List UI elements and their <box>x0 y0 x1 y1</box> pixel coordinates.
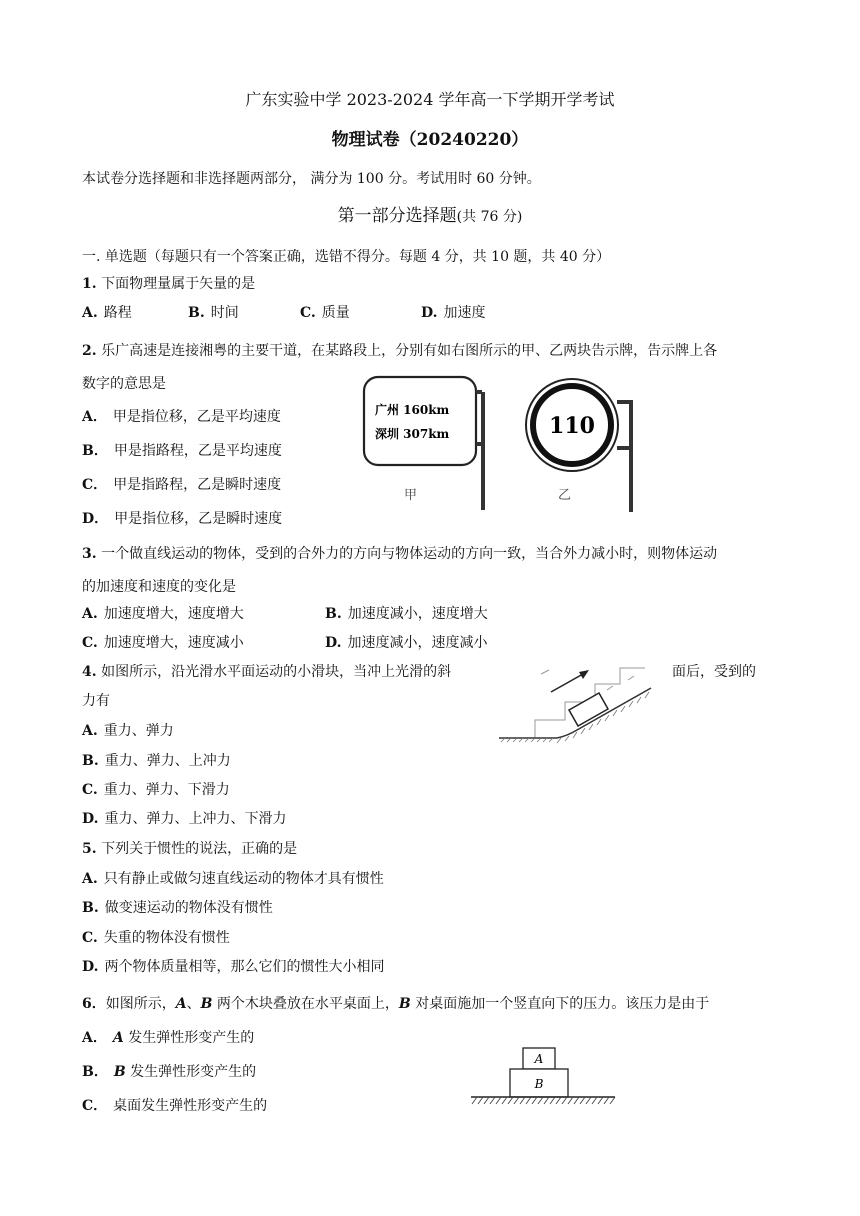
velocity-arrow <box>551 670 589 692</box>
option-2d[interactable] <box>82 510 282 528</box>
option-text: 只有静止或做匀速直线运动的物体才具有惯性 <box>103 871 384 887</box>
option-4d[interactable] <box>82 810 287 828</box>
option-2c[interactable] <box>82 476 281 494</box>
question-text-end: 对桌面施加一个竖直向下的压力。该压力是由于 <box>410 996 710 1012</box>
option-letter: B. <box>82 900 99 916</box>
option-letter: C. <box>300 305 316 321</box>
option-text: 发生弹性形变产生的 <box>125 1064 257 1080</box>
option-text: 两个物体质量相等，那么它们的惯性大小相同 <box>104 959 385 975</box>
hatch-mark <box>580 1097 585 1104</box>
option-4a[interactable] <box>82 722 174 740</box>
question-text: 乐广高速是连接湘粤的主要干道，在某路段上，分别有如右图所示的甲、乙两块告示牌，告示牌上各 <box>101 343 718 359</box>
question-text: 如图所示，沿光滑水平面运动的小滑块，当冲上光滑的斜 <box>101 664 452 680</box>
option-2a[interactable] <box>82 408 281 426</box>
question-1 <box>82 275 255 293</box>
option-text: 加速度增大，速度减小 <box>103 635 244 651</box>
hatch-mark <box>496 1097 501 1104</box>
option-text: 时间 <box>210 305 239 321</box>
sign-a-caption: 甲 <box>404 488 418 503</box>
option-symbol: A <box>112 1030 124 1046</box>
question-text: 如图所示， <box>105 996 176 1012</box>
hatch-mark <box>574 1097 579 1104</box>
option-symbol: B <box>113 1064 126 1080</box>
question-4-continued: 面后，受到的 <box>672 664 756 680</box>
hatch-mark <box>526 1097 531 1104</box>
option-letter: C． <box>82 477 108 493</box>
block-a-label: A <box>534 1052 544 1066</box>
block-b <box>510 1069 568 1097</box>
option-1c[interactable] <box>300 304 350 322</box>
option-text: 加速度减小，速度减小 <box>347 635 488 651</box>
option-text: 加速度 <box>443 305 486 321</box>
option-text: 重力、弹力、上冲力、下滑力 <box>104 811 287 827</box>
hatch-mark <box>478 1097 483 1104</box>
option-4b[interactable] <box>82 752 231 770</box>
hatch-mark <box>550 1097 555 1104</box>
option-letter: D． <box>82 511 109 527</box>
symbol-b: B <box>398 996 411 1012</box>
question-text-separator: 、 <box>186 996 201 1012</box>
question-text-mid: 两个木块叠放在水平桌面上， <box>212 996 399 1012</box>
sign-b-value: 110 <box>549 413 595 439</box>
sign-a <box>364 377 485 510</box>
hatch-mark <box>502 1097 507 1104</box>
option-letter: A． <box>82 409 107 425</box>
option-letter: B. <box>325 606 342 622</box>
option-text: 发生弹性形变产生的 <box>123 1030 255 1046</box>
question-4 <box>82 663 451 681</box>
option-letter: D. <box>421 305 438 321</box>
hatch-mark <box>556 1097 561 1104</box>
hatch-mark <box>532 1097 537 1104</box>
sign-b-caption: 乙 <box>558 488 572 503</box>
option-letter: D. <box>82 959 99 975</box>
exam-subtitle: 物理试卷（20240220） <box>331 130 529 150</box>
option-5d[interactable] <box>82 958 385 976</box>
option-1b[interactable] <box>188 304 239 322</box>
incline-figure <box>495 650 655 750</box>
question-5 <box>82 840 297 858</box>
question-number: 5. <box>82 841 97 857</box>
question-4-line2: 力有 <box>82 693 110 709</box>
option-letter: A. <box>82 871 98 887</box>
option-6a[interactable] <box>82 1029 254 1047</box>
option-text: 重力、弹力 <box>103 723 174 739</box>
sign-b <box>526 379 633 512</box>
option-letter: B. <box>188 305 205 321</box>
block-b-label: B <box>534 1077 544 1091</box>
question-number: 2. <box>82 343 97 359</box>
exam-intro: 本试卷分选择题和非选择题两部分， 满分为 100 分。考试用时 60 分钟。 <box>82 171 541 187</box>
question-2 <box>82 342 717 360</box>
symbol-b: B <box>200 996 213 1012</box>
option-letter: A. <box>82 305 98 321</box>
road-signs-figure <box>355 370 655 515</box>
hatch-mark <box>562 1097 567 1104</box>
question-text: 下列关于惯性的说法，正确的是 <box>101 841 298 857</box>
option-3d[interactable] <box>325 634 488 652</box>
part1-heading <box>0 207 860 226</box>
option-letter: B． <box>82 1064 108 1080</box>
option-text: 重力、弹力、下滑力 <box>103 782 230 798</box>
part1-title: 第一部分选择题 <box>337 206 457 226</box>
hatch-mark <box>508 1097 513 1104</box>
option-text: 甲是指路程，乙是瞬时速度 <box>113 477 282 493</box>
hatch-mark <box>604 1097 609 1104</box>
option-text: 甲是指位移，乙是瞬时速度 <box>114 511 283 527</box>
option-text: 路程 <box>103 305 132 321</box>
option-text: 甲是指位移，乙是平均速度 <box>112 409 281 425</box>
part1-score: (共 76 分) <box>456 209 523 225</box>
sign-a-line1: 广州 160km <box>375 403 450 417</box>
question-text: 下面物理量属于矢量的是 <box>101 276 256 292</box>
question-number: 3. <box>82 546 97 562</box>
option-2b[interactable] <box>82 442 282 460</box>
section-heading: 一. 单选题（每题只有一个答案正确，选错不得分。每题 4 分，共 10 题，共 40 分） <box>82 249 611 265</box>
hatch-mark <box>472 1097 477 1104</box>
hatch-mark <box>586 1097 591 1104</box>
question-2-line2: 数字的意思是 <box>82 376 166 392</box>
option-text: 桌面发生弹性形变产生的 <box>113 1098 268 1114</box>
option-letter: C． <box>82 1098 108 1114</box>
option-3b[interactable] <box>325 605 488 623</box>
hatch-mark <box>610 1097 615 1104</box>
option-3a[interactable] <box>82 605 244 623</box>
exam-title: 广东实验中学 2023-2024 学年高一下学期开学考试 <box>245 90 615 109</box>
option-text: 重力、弹力、上冲力 <box>104 753 231 769</box>
option-text: 失重的物体没有惯性 <box>103 930 230 946</box>
question-3-line2: 的加速度和速度的变化是 <box>82 579 236 595</box>
symbol-a: A <box>175 996 187 1012</box>
hatch-mark <box>592 1097 597 1104</box>
hatch-mark <box>544 1097 549 1104</box>
option-letter: A. <box>82 606 98 622</box>
option-5c[interactable] <box>82 929 230 947</box>
option-4c[interactable] <box>82 781 230 799</box>
option-1a[interactable] <box>82 304 132 322</box>
option-letter: D. <box>325 635 342 651</box>
stacked-blocks-figure <box>468 1044 618 1110</box>
table-surface <box>471 1097 615 1104</box>
hatch-mark <box>538 1097 543 1104</box>
option-letter: B. <box>82 753 99 769</box>
hatch-mark <box>598 1097 603 1104</box>
option-letter: B． <box>82 443 108 459</box>
option-text: 质量 <box>321 305 350 321</box>
option-letter: A． <box>82 1030 107 1046</box>
option-text: 做变速运动的物体没有惯性 <box>104 900 273 916</box>
option-text: 甲是指路程，乙是平均速度 <box>113 443 282 459</box>
block-a <box>523 1048 555 1069</box>
hatch-mark <box>490 1097 495 1104</box>
option-letter: C. <box>82 930 98 946</box>
option-letter: A. <box>82 723 98 739</box>
question-number: 6． <box>82 996 106 1012</box>
hatch-mark <box>484 1097 489 1104</box>
question-text: 一个做直线运动的物体，受到的合外力的方向与物体运动的方向一致，当合外力减小时，则物体运动 <box>101 546 718 562</box>
option-letter: C. <box>82 782 98 798</box>
hatch-mark <box>514 1097 519 1104</box>
question-number: 4. <box>82 664 97 680</box>
option-6c[interactable] <box>82 1097 267 1115</box>
hatch-mark <box>568 1097 573 1104</box>
option-5a[interactable] <box>82 870 384 888</box>
hatch-mark <box>520 1097 525 1104</box>
option-6b[interactable] <box>82 1063 256 1081</box>
option-5b[interactable] <box>82 899 273 917</box>
sign-a-line2: 深圳 307km <box>375 427 450 441</box>
option-3c[interactable] <box>82 634 244 652</box>
question-3 <box>82 545 717 563</box>
option-letter: C. <box>82 635 98 651</box>
option-1d[interactable] <box>421 304 486 322</box>
option-letter: D. <box>82 811 99 827</box>
sliding-block <box>569 693 608 726</box>
option-text: 加速度增大，速度增大 <box>103 606 244 622</box>
question-6 <box>82 995 709 1013</box>
question-number: 1. <box>82 276 97 292</box>
option-text: 加速度减小，速度增大 <box>347 606 488 622</box>
